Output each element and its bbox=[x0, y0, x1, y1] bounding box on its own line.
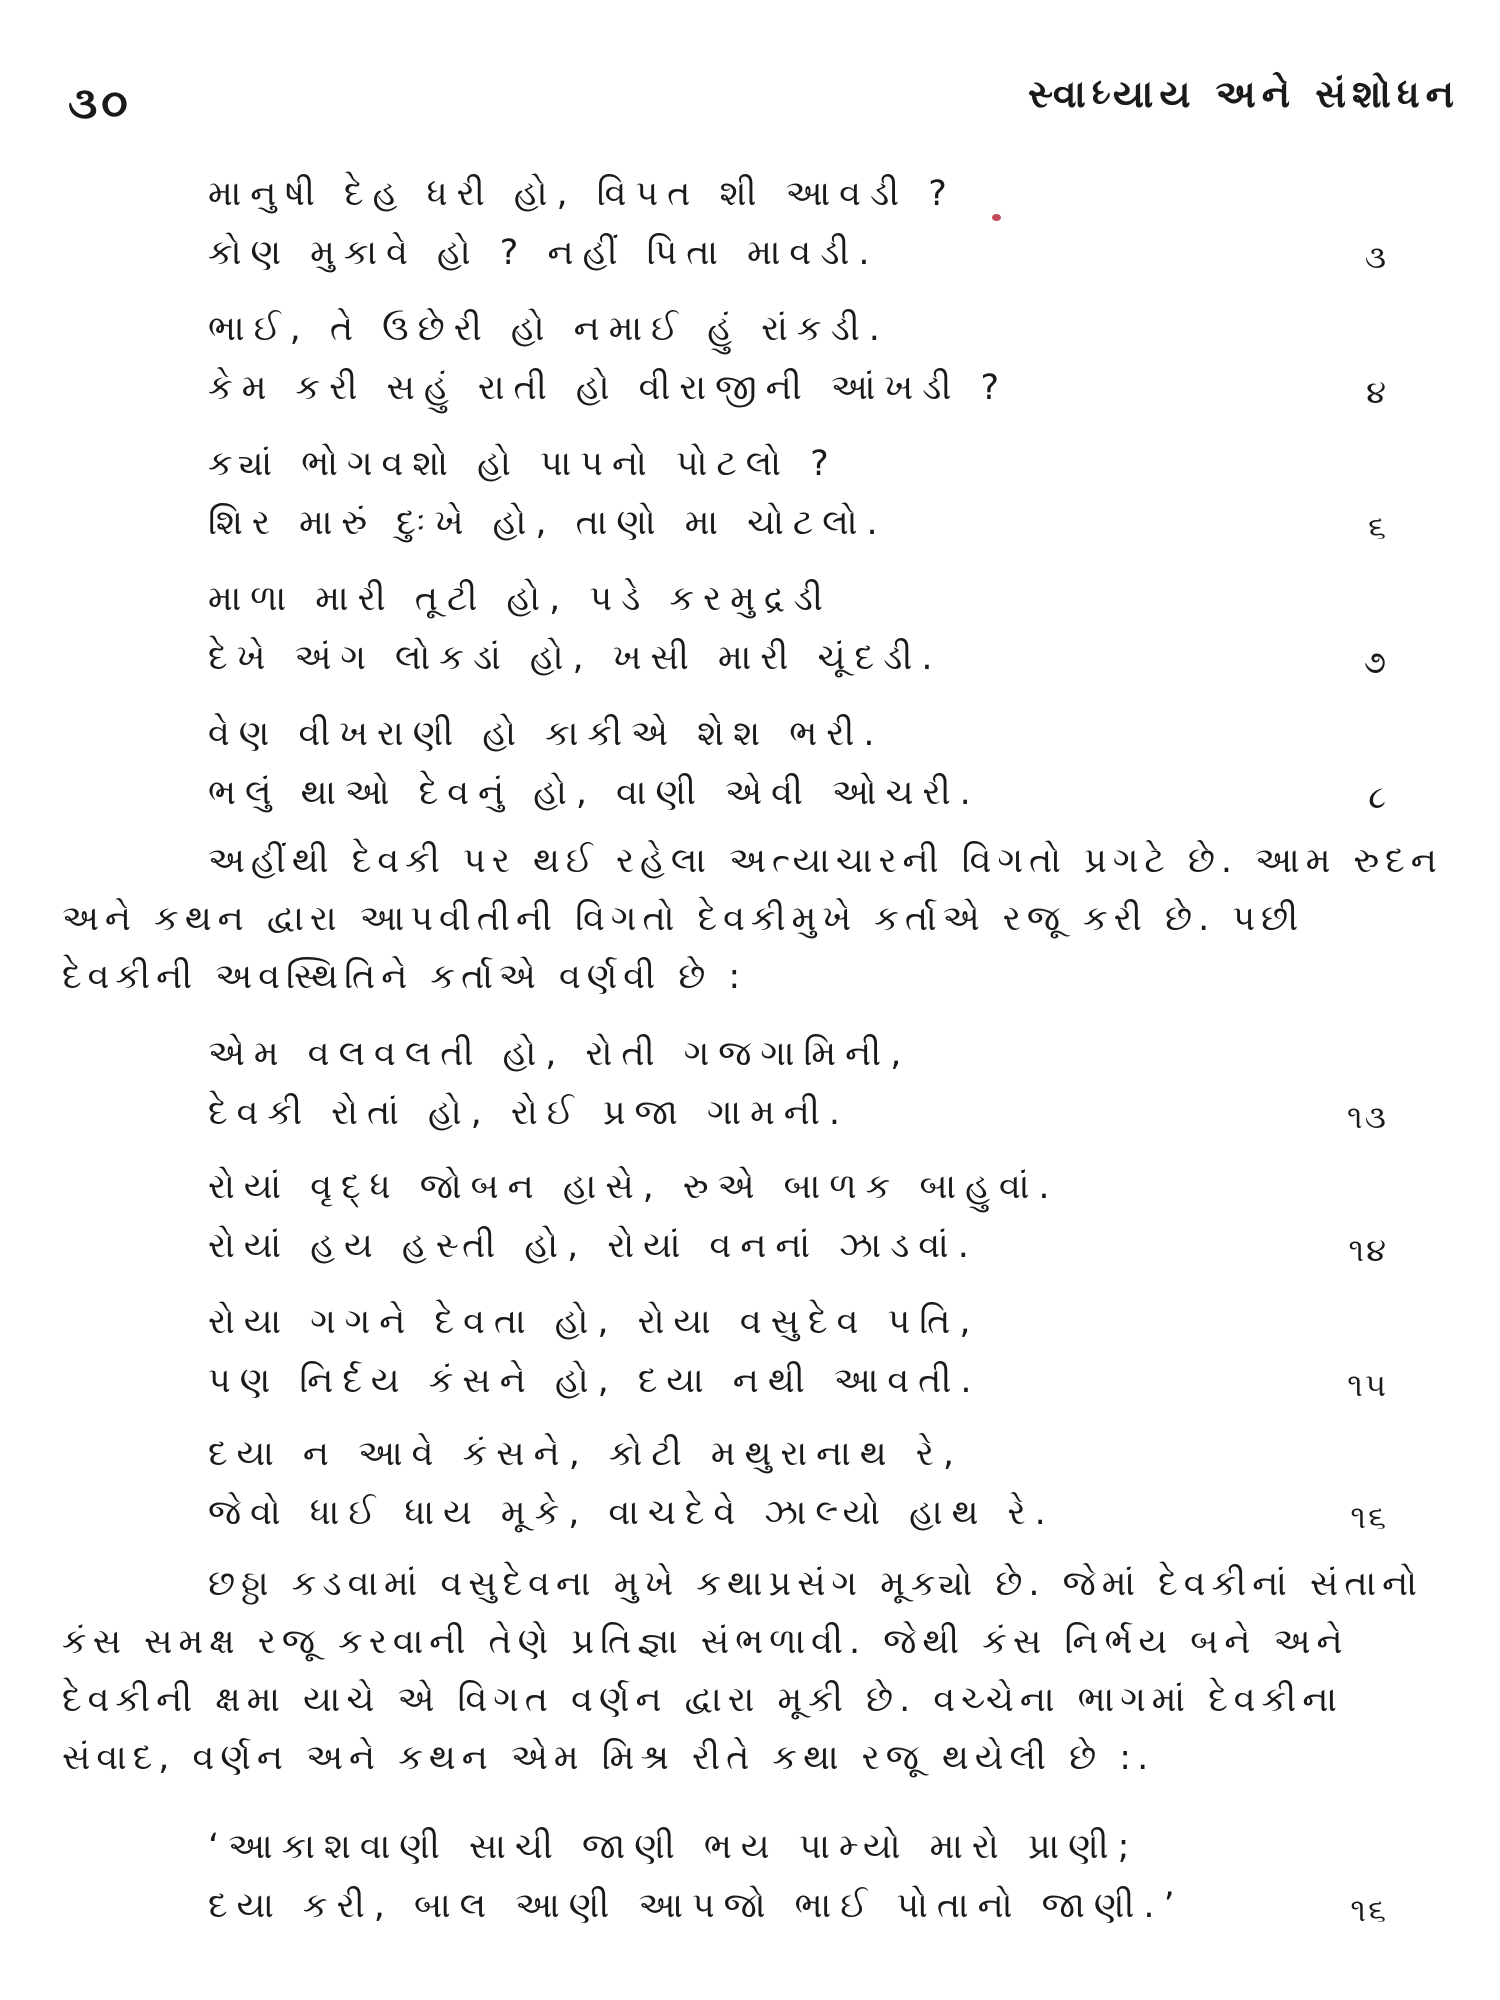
verse-line: દેવકી રોતાં હો, રોઈ પ્રજા ગામની. bbox=[208, 1093, 849, 1133]
verse-number: ૬ bbox=[1368, 508, 1388, 546]
running-title: સ્વાધ્યાય અને સંશોધન bbox=[1028, 72, 1460, 116]
verse-line: એમ વલવલતી હો, રોતી ગજગામિની, bbox=[208, 1034, 911, 1074]
verse-line: કોણ મુકાવે હો ? નહીં પિતા માવડી. bbox=[208, 233, 879, 273]
verse-line: શિર મારું દુઃખે હો, તાણો મા ચોટલો. bbox=[208, 503, 887, 543]
verse-stanza-16 bbox=[208, 1425, 1388, 1543]
verse-stanza-7 bbox=[208, 570, 1388, 688]
verse-line: ક્યાં ભોગવશો હો પાપનો પોટલો ? bbox=[208, 444, 838, 484]
verse-line: માનુષી દેહ ધરી હો, વિપત શી આવડી ? bbox=[208, 174, 956, 214]
verse-number: ૧૬ bbox=[1350, 1498, 1388, 1536]
prose-line: છઠ્ઠા કડવામાં વસુદેવના મુખે કથાપ્રસંગ મૂક્યો છે. જેમાં દેવકીનાં સંતાનો bbox=[208, 1564, 1423, 1604]
verse-line: દયા કરી, બાલ આણી આપજો ભાઈ પોતાનો જાણી.’ bbox=[208, 1886, 1184, 1926]
verse-stanza-14 bbox=[208, 1158, 1388, 1276]
verse-line: માળા મારી તૂટી હો, પડે કરમુદ્રડી bbox=[208, 579, 832, 619]
verse-line: ભાઈ, તે ઉછેરી હો નમાઈ હું રાંકડી. bbox=[208, 309, 889, 349]
verse-line: ‘આકાશવાણી સાચી જાણી ભય પામ્યો મારો પ્રાણી; bbox=[208, 1827, 1139, 1867]
prose-line: અને કથન દ્વારા આપવીતીની વિગતો દેવકીમુખે કર્તાએ રજૂ કરી છે. પછી bbox=[62, 899, 1305, 939]
verse-line: પણ નિર્દય કંસને હો, દયા નથી આવતી. bbox=[208, 1361, 981, 1401]
verse-line: કેમ કરી સહું રાતી હો વીરાજીની આંખડી ? bbox=[208, 368, 1009, 408]
verse-line: ભલું થાઓ દેવનું હો, વાણી એવી ઓચરી. bbox=[208, 773, 980, 813]
verse-number: ૩ bbox=[1364, 238, 1388, 276]
verse-number: ૧૬ bbox=[1350, 1891, 1388, 1929]
verse-stanza-3 bbox=[208, 165, 1388, 283]
prose-line: કંસ સમક્ષ રજૂ કરવાની તેણે પ્રતિજ્ઞા સંભળાવી. જેથી કંસ નિર્ભય બને અને bbox=[62, 1622, 1349, 1662]
verse-line: વેણ વીખરાણી હો કાકીએ શેશ ભરી. bbox=[208, 714, 884, 754]
verse-line: દેખે અંગ લોકડાં હો, ખસી મારી ચૂંદડી. bbox=[208, 638, 942, 678]
verse-number: ૧૪ bbox=[1348, 1231, 1388, 1269]
verse-number: ૧૩ bbox=[1347, 1098, 1388, 1136]
verse-stanza-13 bbox=[208, 1025, 1388, 1143]
verse-stanza-6 bbox=[208, 435, 1388, 553]
prose-line: દેવકીની ક્ષમા યાચે એ વિગત વર્ણન દ્વારા મૂકી છે. વચ્ચેના ભાગમાં દેવકીના bbox=[62, 1680, 1343, 1720]
verse-stanza-quote bbox=[208, 1818, 1388, 1936]
verse-line: રોયાં હય હસ્તી હો, રોયાં વનનાં ઝાડવાં. bbox=[208, 1226, 978, 1266]
page-number: ૩૦ bbox=[68, 78, 132, 129]
verse-stanza-4 bbox=[208, 300, 1388, 418]
verse-line: રોયાં વૃદ્ધ જોબન હાસે, રુએ બાળક બાહુવાં. bbox=[208, 1167, 1059, 1207]
verse-number: ૧૫ bbox=[1347, 1366, 1388, 1404]
prose-line: દેવકીની અવસ્થિતિને કર્તાએ વર્ણવી છે : bbox=[62, 957, 747, 997]
prose-paragraph-2 bbox=[62, 1555, 1470, 1787]
verse-stanza-8 bbox=[208, 705, 1388, 823]
verse-number: ૭ bbox=[1363, 643, 1388, 681]
verse-stanza-15 bbox=[208, 1293, 1388, 1411]
verse-line: દયા ન આવે કંસને, કોટી મથુરાનાથ રે, bbox=[208, 1434, 963, 1474]
verse-line: જેવો ધાઈ ધાય મૂકે, વાચદેવે ઝાલ્યો હાથ રે. bbox=[208, 1493, 1055, 1533]
verse-number: ૮ bbox=[1368, 778, 1388, 816]
prose-line: સંવાદ, વર્ણન અને કથન એમ મિશ્ર રીતે કથા રજૂ થયેલી છે :. bbox=[62, 1738, 1155, 1778]
prose-line: અહીંથી દેવકી પર થઈ રહેલા અત્યાચારની વિગતો પ્રગટે છે. આમ રુદન bbox=[208, 841, 1443, 881]
verse-number: ૪ bbox=[1366, 373, 1388, 411]
verse-line: રોયા ગગને દેવતા હો, રોયા વસુદેવ પતિ, bbox=[208, 1302, 980, 1342]
prose-paragraph-1 bbox=[62, 832, 1470, 1006]
